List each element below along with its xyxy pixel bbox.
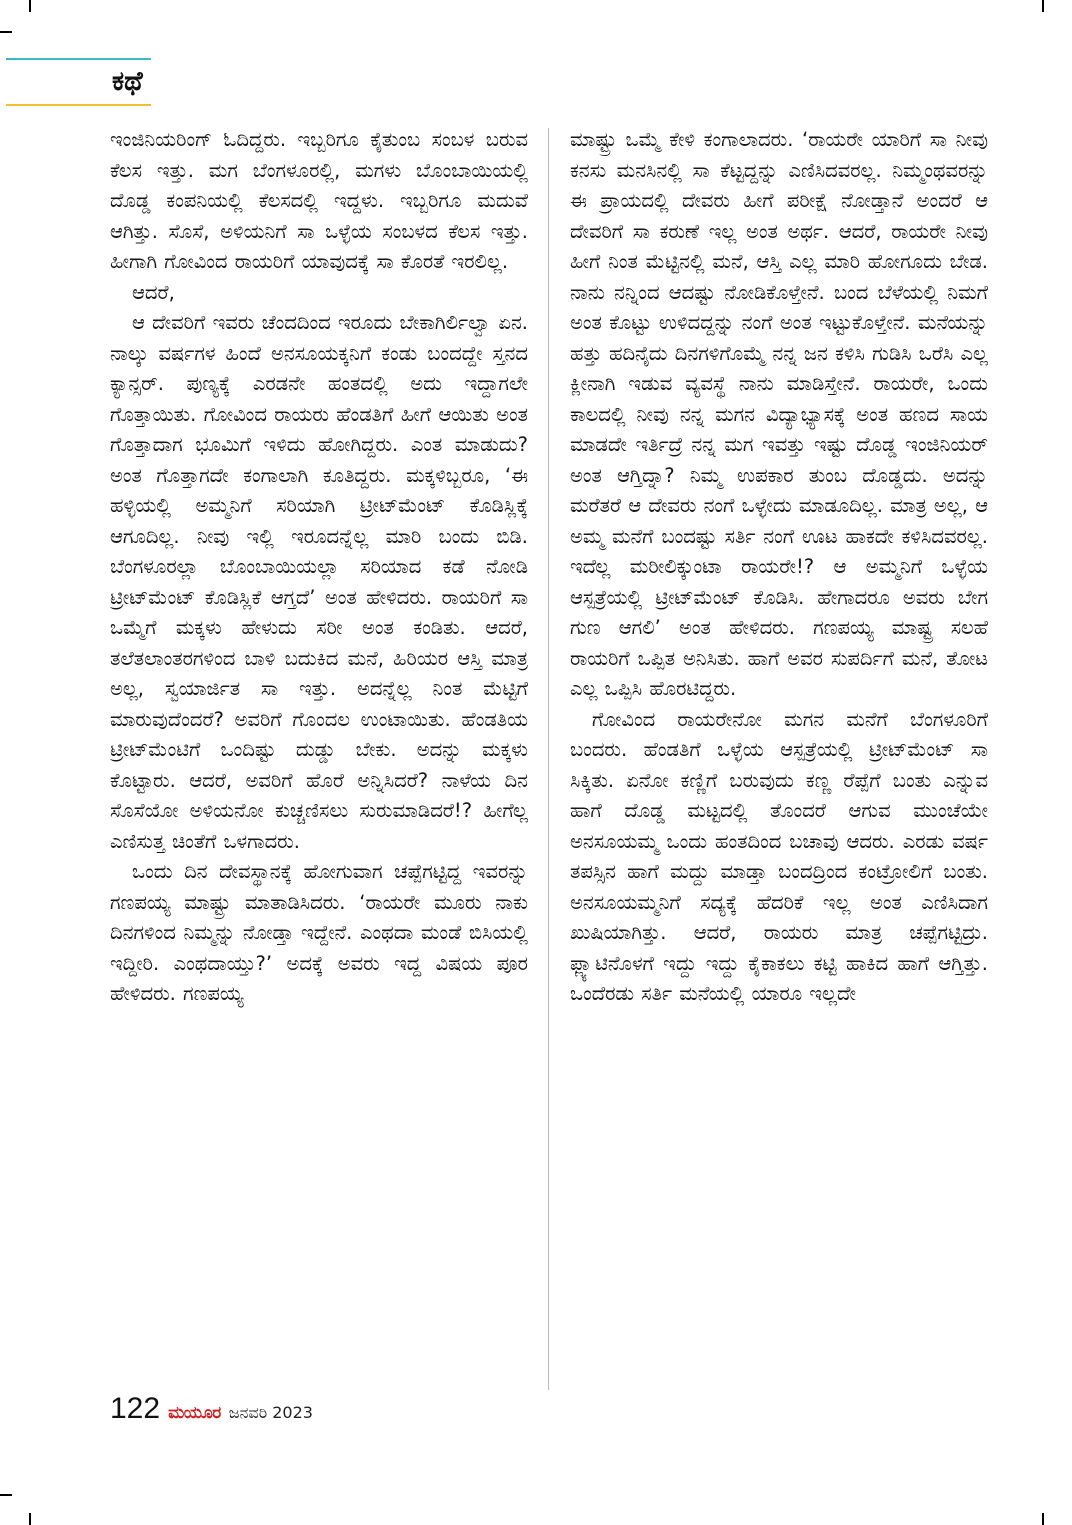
paragraph: ಮಾಷ್ಟ್ರು ಒಮ್ಮೆ ಕೇಳಿ ಕಂಗಾಲಾದರು. ‘ರಾಯರೇ ಯಾರಿಗೆ ಸಾ ನೀವು ಕನಸು ಮನಸಿನಲ್ಲಿ ಸಾ ಕೆಟ್ಟದ್ದನ್ನು ಎಣಿಸಿದವರಲ್ಲ. ನಿಮ್ಮಂಥವರನ್ನು ಈ ಪ್ರಾಯದಲ್ಲಿ ದೇವರು ಹೀಗೆ ಪರೀಕ್ಷೆ ನೋಡ್ತಾನೆ ಅಂದರೆ ಆ ದೇವರಿಗೆ ಸಾ ಕರುಣೆ ಇಲ್ಲ ಅಂತ ಅರ್ಥ. ಆದರೆ, ರಾಯರೇ ನೀವು ಹೀಗೆ ನಿಂತ ಮೆಟ್ಟಿನಲ್ಲಿ ಮನೆ, ಆಸ್ತಿ ಎಲ್ಲ ಮಾರಿ ಹೋಗೂದು ಬೇಡ. ನಾನು ನನ್ನಿಂದ ಆದಷ್ಟು ನೋಡಿಕೊಳ್ತೇನೆ. ಬಂದ ಬೆಳೆಯಲ್ಲಿ ನಿಮಗೆ ಅಂತ ಕೊಟ್ಟು ಉಳಿದದ್ದನ್ನು ನಂಗೆ ಅಂತ ಇಟ್ಟುಕೊಳ್ತೇನೆ. ಮನೆಯನ್ನು ಹತ್ತು ಹದಿನೈದು ದಿನಗಳಿಗೊಮ್ಮೆ ನನ್ನ ಜನ ಕಳಿಸಿ ಗುಡಿಸಿ ಒರೆಸಿ ಎಲ್ಲ ಕ್ಲೀನಾಗಿ ಇಡುವ ವ್ಯವಸ್ಥೆ ನಾನು ಮಾಡಿಸ್ತೇನೆ. ರಾಯರೇ, ಒಂದು ಕಾಲದಲ್ಲಿ ನೀವು ನನ್ನ ಮಗನ ವಿದ್ಯಾಭ್ಯಾಸಕ್ಕೆ ಅಂತ ಹಣದ ಸಾಯ ಮಾಡದೇ ಇರ್ತಿದ್ರೆ ನನ್ನ ಮಗ ಇವತ್ತು ಇಷ್ಟು ದೊಡ್ಡ ಇಂಜಿನಿಯರ್ ಅಂತ ಆಗ್ತಿದ್ನಾ? ನಿಮ್ಮ ಉಪಕಾರ ತುಂಬ ದೊಡ್ಡದು. ಅದನ್ನು ಮರೆತರೆ ಆ ದೇವರು ನಂಗೆ ಒಳ್ಳೇದು ಮಾಡೂದಿಲ್ಲ. ಮಾತ್ರ ಅಲ್ಲ, ಆ ಅಮ್ಮ ಮನೆಗೆ ಬಂದಷ್ಟು ಸರ್ತಿ ನಂಗೆ ಊಟ ಹಾಕದೇ ಕಳಿಸಿದವರಲ್ಲ. ಇದೆಲ್ಲ ಮರೀಲಿಕ್ಕುಂಟಾ ರಾಯರೇ!? ಆ ಅಮ್ಮನಿಗೆ ಒಳ್ಳೆಯ ಆಸ್ಪತ್ರೆಯಲ್ಲಿ ಟ್ರೀಟ್‌ಮೆಂಟ್ ಕೊಡಿಸಿ. ಹೇಗಾದರೂ ಅವರು ಬೇಗ ಗುಣ ಆಗಲಿ’ ಅಂತ ಹೇಳಿದರು. ಗಣಪಯ್ಯ ಮಾಷ್ಟ್ರ ಸಲಹೆ ರಾಯರಿಗೆ ಒಪ್ಪಿತ ಅನಿಸಿತು. ಹಾಗೆ ಅವರ ಸುಪರ್ದಿಗೆ ಮನೆ, ತೋಟ ಎಲ್ಲ ಒಪ್ಪಿಸಿ ಹೊರಟಿದ್ದರು. [570, 128, 988, 700]
column-divider [548, 128, 549, 1390]
paragraph: ಗೋವಿಂದ ರಾಯರೇನೋ ಮಗನ ಮನೆಗೆ ಬೆಂಗಳೂರಿಗೆ ಬಂದರು. ಹೆಂಡತಿಗೆ ಒಳ್ಳೆಯ ಆಸ್ಪತ್ರೆಯಲ್ಲಿ ಟ್ರೀಟ್‌ಮೆಂಟ್ ಸಾ ಸಿಕ್ಕಿತು. ಏನೋ ಕಣ್ಣಿಗೆ ಬರುವುದು ಕಣ್ಣ ರೆಪ್ಪೆಗೆ ಬಂತು ಎನ್ನುವ ಹಾಗೆ ದೊಡ್ಡ ಮಟ್ಟದಲ್ಲಿ ತೊಂದರೆ ಆಗುವ ಮುಂಚೆಯೇ ಅನಸೂಯಮ್ಮ ಒಂದು ಹಂತದಿಂದ ಬಚಾವು ಆದರು. ಎರಡು ವರ್ಷ ತಪಸ್ಸಿನ ಹಾಗೆ ಮದ್ದು ಮಾಡ್ತಾ ಬಂದದ್ರಿಂದ ಕಂಟ್ರೋಲಿಗೆ ಬಂತು. ಅನಸೂಯಮ್ಮನಿಗೆ ಸದ್ಯಕ್ಕೆ ಹೆದರಿಕೆ ಇಲ್ಲ ಅಂತ ಎಣಿಸಿದಾಗ ಖುಷಿಯಾಗಿತ್ತು. ಆದರೆ, ರಾಯರು ಮಾತ್ರ ಚಪ್ಪೆಗಟ್ಟಿದ್ರು. ಫ್ಲ್ಯಾಟಿನೊಳಗೆ ಇದ್ದು ಇದ್ದು ಕೈಕಾಕಲು ಕಟ್ಟಿ ಹಾಕಿದ ಹಾಗೆ ಆಗ್ತಿತ್ತು. ಒಂದೆರಡು ಸರ್ತಿ ಮನೆಯಲ್ಲಿ ಯಾರೂ ಇಲ್ಲದೇ [570, 707, 988, 1005]
crop-mark [0, 1494, 12, 1496]
section-title: ಕಥೆ [112, 66, 143, 97]
page-number: 122 [110, 1392, 161, 1425]
paragraph: ಒಂದು ದಿನ ದೇವಸ್ಥಾನಕ್ಕೆ ಹೋಗುವಾಗ ಚಪ್ಪೆಗಟ್ಟಿದ್ದ ಇವರನ್ನು ಗಣಪಯ್ಯ ಮಾಷ್ಟ್ರು ಮಾತಾಡಿಸಿದರು. ‘ರಾಯರೇ ಮೂರು ನಾಕು ದಿನಗಳಿಂದ ನಿಮ್ಮನ್ನು ನೋಡ್ತಾ ಇದ್ದೇನೆ. ಎಂಥದಾ ಮಂಡೆ ಬಿಸಿಯಲ್ಲಿ ಇದ್ದೀರಿ. ಎಂಥದಾಯ್ತು?’ ಅದಕ್ಕೆ ಅವರು ಇದ್ದ ವಿಷಯ ಪೂರ ಹೇಳಿದರು. ಗಣಪಯ್ಯ [110, 860, 528, 1005]
paragraph: ಇಂಜಿನಿಯರಿಂಗ್ ಓದಿದ್ದರು. ಇಬ್ಬರಿಗೂ ಕೈತುಂಬ ಸಂಬಳ ಬರುವ ಕೆಲಸ ಇತ್ತು. ಮಗ ಬೆಂಗಳೂರಲ್ಲಿ, ಮಗಳು ಬೊಂಬಾಯಿಯಲ್ಲಿ ದೊಡ್ಡ ಕಂಪನಿಯಲ್ಲಿ ಕೆಲಸದಲ್ಲಿ ಇದ್ದಳು. ಇಬ್ಬರಿಗೂ ಮದುವೆ ಆಗಿತ್ತು. ಸೊಸೆ, ಅಳಿಯನಿಗೆ ಸಾ ಒಳ್ಳೆಯ ಸಂಬಳದ ಕೆಲಸ ಇತ್ತು. ಹೀಗಾಗಿ ಗೋವಿಂದ ರಾಯರಿಗೆ ಯಾವುದಕ್ಕೆ ಸಾ ಕೊರತೆ ಇರಲಿಲ್ಲ. [110, 128, 528, 273]
paragraph: ಆ ದೇವರಿಗೆ ಇವರು ಚೆಂದದಿಂದ ಇರೂದು ಬೇಕಾಗಿರ್ಲಿಲ್ವಾ ಏನ. ನಾಲ್ಕು ವರ್ಷಗಳ ಹಿಂದೆ ಅನಸೂಯಕ್ಕನಿಗೆ ಕಂಡು ಬಂದದ್ದೇ ಸ್ತನದ ಕ್ಯಾನ್ಸರ್. ಪುಣ್ಯಕ್ಕೆ ಎರಡನೇ ಹಂತದಲ್ಲಿ ಅದು ಇದ್ದಾಗಲೇ ಗೊತ್ತಾಯಿತು. ಗೋವಿಂದ ರಾಯರು ಹೆಂಡತಿಗೆ ಹೀಗೆ ಆಯಿತು ಅಂತ ಗೊತ್ತಾದಾಗ ಭೂಮಿಗೆ ಇಳಿದು ಹೋಗಿದ್ದರು. ಎಂತ ಮಾಡುದು? ಅಂತ ಗೊತ್ತಾಗದೇ ಕಂಗಾಲಾಗಿ ಕೂತಿದ್ದರು. ಮಕ್ಕಳಿಬ್ಬರೂ, ‘ಈ ಹಳ್ಳಿಯಲ್ಲಿ ಅಮ್ಮನಿಗೆ ಸರಿಯಾಗಿ ಟ್ರೀಟ್‌ಮೆಂಟ್ ಕೊಡಿಸ್ಲಿಕ್ಕೆ ಆಗೂದಿಲ್ಲ. ನೀವು ಇಲ್ಲಿ ಇರೂದನ್ನೆಲ್ಲ ಮಾರಿ ಬಂದು ಬಿಡಿ. ಬೆಂಗಳೂರಲ್ಲಾ ಬೊಂಬಾಯಿಯಲ್ಲಾ ಸರಿಯಾದ ಕಡೆ ನೋಡಿ ಟ್ರೀಟ್‌ಮೆಂಟ್ ಕೊಡಿಸ್ಲಿಕೆ ಆಗ್ತದೆ’ ಅಂತ ಹೇಳಿದರು. ರಾಯರಿಗೆ ಸಾ ಒಮ್ಮೆಗೆ ಮಕ್ಕಳು ಹೇಳುದು ಸರೀ ಅಂತ ಕಂಡಿತು. ಆದರೆ, ತಲೆತಲಾಂತರಗಳಿಂದ ಬಾಳಿ ಬದುಕಿದ ಮನೆ, ಹಿರಿಯರ ಆಸ್ತಿ ಮಾತ್ರ ಅಲ್ಲ, ಸ್ವಯಾರ್ಜಿತ ಸಾ ಇತ್ತು. ಅದನ್ನೆಲ್ಲ ನಿಂತ ಮೆಟ್ಟಿಗೆ ಮಾರುವುದೆಂದರೆ? ಅವರಿಗೆ ಗೊಂದಲ ಉಂಟಾಯಿತು. ಹೆಂಡತಿಯ ಟ್ರೀಟ್‌ಮೆಂಟಿಗೆ ಒಂದಿಷ್ಟು ದುಡ್ಡು ಬೇಕು. ಅದನ್ನು ಮಕ್ಕಳು ಕೊಟ್ಟಾರು. ಆದರೆ, ಅವರಿಗೆ ಹೊರೆ ಅನ್ನಿಸಿದರೆ? ನಾಳೆಯ ದಿನ ಸೊಸೆಯೋ ಅಳಿಯನೋ ಕುಚ್ಚಣಿಸಲು ಸುರುಮಾಡಿದರೆ!? ಹೀಗೆಲ್ಲ ಎಣಿಸುತ್ತ ಚಿಂತೆಗೆ ಒಳಗಾದರು. [110, 311, 528, 853]
section-rule-bottom [6, 104, 151, 106]
crop-mark [29, 1513, 31, 1525]
magazine-logo: ಮಯೂರ [168, 1403, 221, 1423]
issue-date: ಜನವರಿ 2023 [228, 1403, 313, 1422]
paragraph: ಆದರೆ, [132, 280, 175, 304]
crop-mark [29, 0, 31, 12]
crop-mark [0, 31, 12, 33]
page-footer [110, 1392, 313, 1432]
crop-mark [1042, 1513, 1044, 1525]
right-column [570, 125, 988, 1010]
section-rule-top [6, 58, 151, 60]
crop-mark [1042, 0, 1044, 12]
left-column [110, 125, 528, 1010]
